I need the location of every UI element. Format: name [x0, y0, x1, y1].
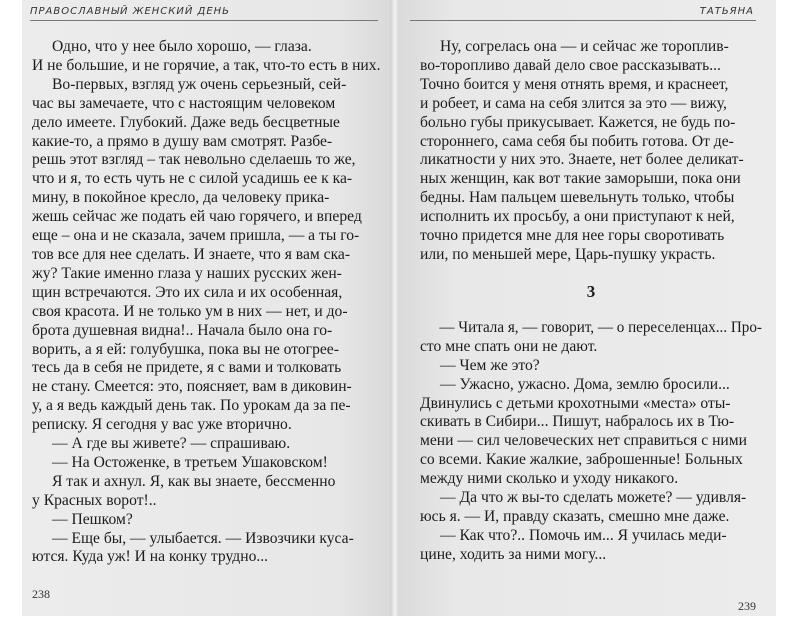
text-before-chapter	[420, 38, 762, 265]
text-line: что и я, то есть чуть не с силой усадишь ее к ка-	[32, 170, 353, 188]
right-page	[398, 0, 776, 616]
text-line: своя красота. И не только ум в них — нет, и до-	[32, 302, 348, 320]
left-page	[22, 0, 392, 616]
text-line: ликатности у них это. Знаете, нет более деликат-	[420, 151, 744, 169]
text-line: И не большие, и не горячие, а так, что-то есть в них.	[32, 56, 381, 74]
text-line: — На Остоженке, в третьем Ушаковском!	[52, 453, 328, 471]
text-line: жу? Такие именно глаза у наших русских жен-	[32, 264, 342, 282]
text-line: решь этот взгляд – так невольно сделаешь то же,	[32, 151, 356, 169]
text-line: больно губы прикусывает. Кажется, не будь по-	[420, 113, 736, 131]
text-line: — А где вы живете? — спрашиваю.	[52, 435, 291, 453]
text-line: жешь сейчас же подать ей чаю горячего, и вперед	[32, 208, 362, 226]
text-line: еще – она и не сказала, зачем пришла, — а ты го-	[32, 227, 360, 245]
text-line: — Чем же это?	[440, 356, 540, 374]
text-line: не стану. Смеется: это, поясняет, вам в диковин-	[32, 378, 352, 396]
running-head-left: ПРАВОСЛАВНЫЙ ЖЕНСКИЙ ДЕНЬ	[30, 6, 231, 17]
text-line: Двинулись с детьми крохотными «места» оты-	[420, 394, 731, 412]
text-line: или, по меньшей мере, Царь-пушку украсть.	[420, 245, 716, 263]
text-line: какие-то, а прямо в душу вам смотрят. Разбе-	[32, 132, 333, 150]
page-number-left: 238	[32, 587, 50, 601]
text-line: тесь да в себя не придете, я с вами и толковать	[32, 359, 342, 377]
text-line: реписку. Я сегодня у вас уже вторично.	[32, 416, 292, 434]
text-line: стороннего, сама себя бы побить готова. От де-	[420, 132, 734, 150]
text-line: Ну, согрелась она — и сейчас же тороплив-	[440, 38, 729, 55]
text-line: — Пешком?	[52, 510, 133, 528]
text-line: бедны. Нам пальцем шевельнуть только, чтобы	[420, 189, 735, 207]
text-line: тов все для нее сделать. И знаете, что я вам ска-	[32, 245, 351, 263]
left-page-body	[32, 38, 382, 567]
text-line: сто мне спать они не дают.	[420, 337, 598, 355]
text-line: у, а я ведь каждый день так. По урокам да за пе-	[32, 397, 351, 415]
text-line: ных женщин, как вот такие заморыши, пока они	[420, 170, 741, 188]
header-rule-right	[410, 20, 756, 21]
text-line: юсь я. — И, правду сказать, смешно мне даже.	[420, 507, 730, 525]
text-line: Точно боится у меня отнять время, и краснеет,	[420, 75, 729, 93]
text-line: Я так и ахнул. Я, как вы знаете, бессменно	[52, 472, 336, 490]
chapter-number: 3	[586, 281, 596, 301]
text-line: скивать в Сибири... Пишут, набралось их в Тю-	[420, 413, 735, 431]
text-line: — Ужасно, ужасно. Дома, землю бросили...	[440, 375, 730, 393]
header-rule-left	[30, 20, 378, 21]
text-line: дело имеете. Глубокий. Даже ведь бесцветные	[32, 113, 340, 131]
text-line: — Читала я, — говорит, — о переселенцах... Про-	[439, 318, 762, 336]
page-number-right: 239	[738, 599, 756, 613]
text-line: со всеми. Какие жалкие, заброшенные! Больных	[420, 451, 743, 469]
text-line: цине, ходить за ними могу...	[420, 545, 607, 563]
text-line: и робеет, и сама на себя злится за это — вижу,	[420, 94, 727, 112]
text-line: Во-первых, взгляд уж очень серьезный, сей-	[52, 75, 347, 93]
text-line: у Красных ворот!..	[32, 491, 157, 509]
text-line: щин встречаются. Это их сила и их особенная,	[32, 283, 343, 301]
text-line: Одно, что у нее было хорошо, — глаза.	[52, 38, 312, 55]
right-page-body	[420, 38, 762, 565]
text-after-chapter	[420, 319, 762, 565]
text-line: ворить, а я ей: голубушка, пока вы не отогрее-	[32, 340, 339, 358]
text-line: мени — сил человеческих нет справиться с ними	[420, 432, 747, 450]
text-line: брота душевная видна!.. Начала было она го-	[32, 321, 333, 339]
text-line: — Да что ж вы-то сделать можете? — удивля-	[440, 489, 747, 507]
text-line: во-торопливо давай дело свое рассказывать...	[420, 56, 721, 74]
text-line: час вы замечаете, что с настоящим человеком	[32, 94, 336, 112]
running-head-right: ТАТЬЯНА	[699, 6, 754, 17]
text-line: между ними сколько и уходу никакого.	[420, 470, 679, 488]
text-line: — Еще бы, — улыбается. — Извозчики куса-	[52, 529, 354, 547]
text-line: исполнить их просьбу, а они приступают к ней,	[420, 208, 735, 226]
text-line: — Как что?.. Помочь им... Я училась меди-	[440, 526, 727, 544]
text-line: точно придется мне для нее горы своротивать	[420, 227, 725, 245]
text-line: мину, в покойное кресло, да человеку прика-	[32, 189, 330, 207]
text-line: ются. Куда уж! И на конку трудно...	[32, 548, 269, 566]
